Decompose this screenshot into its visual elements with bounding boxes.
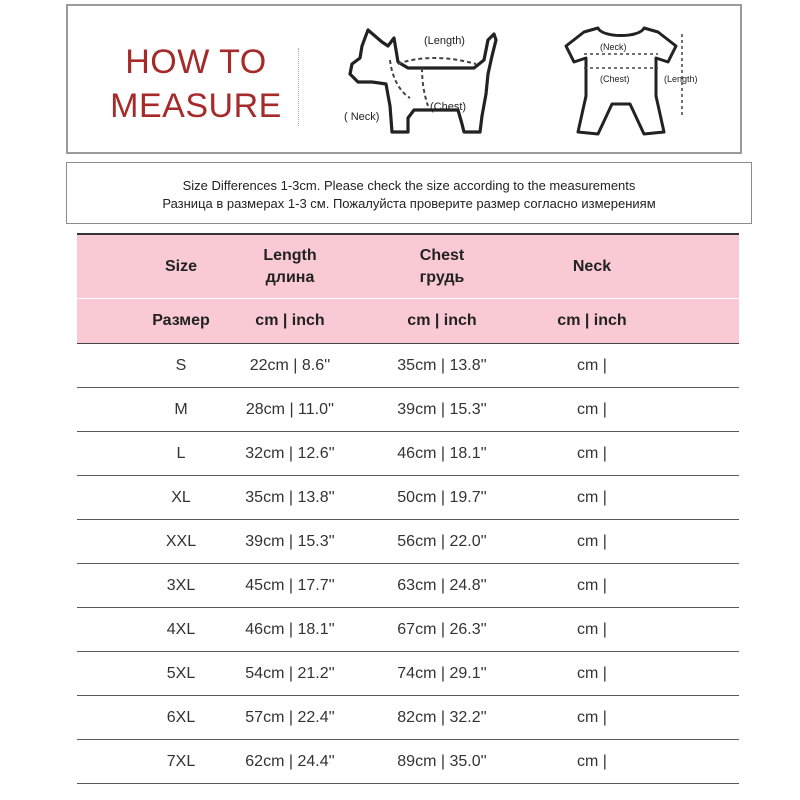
header-chest-en: Chest [419,247,465,264]
header-chest [367,245,517,289]
note-russian: Разница в размерах 1-3 см. Пожалуйста проверите размер согласно измерениям [162,196,656,211]
subheader-size: Размер [152,312,210,329]
table-row [77,344,739,388]
length-cell: 39cm | 15.3'' [245,533,335,550]
chest-cell: 50cm | 19.7'' [397,489,487,506]
table-row [77,696,739,740]
neck-cell: cm | [577,753,607,770]
note-english: Size Differences 1-3cm. Please check the size according to the measurements [182,178,636,193]
neck-cell: cm | [577,621,607,638]
chest-cell: 89cm | 35.0'' [397,753,487,770]
length-cell: 62cm | 24.4'' [245,753,335,770]
header-length-en: Length [263,247,317,264]
length-cell: 57cm | 22.4'' [245,709,335,726]
table-row [77,564,739,608]
table-row [77,608,739,652]
header-length-ru: длина [265,269,315,286]
banner-title-line2: MEASURE [110,87,282,125]
length-cell: 28cm | 11.0'' [245,401,335,418]
neck-cell: cm | [577,401,607,418]
chest-cell: 74cm | 29.1'' [397,665,487,682]
size-cell: S [175,357,187,374]
shirt-neck-label: (Neck) [600,42,627,52]
size-cell: XXL [165,533,197,550]
size-table-body [77,344,739,784]
length-cell: 54cm | 21.2'' [245,665,335,682]
neck-cell: cm | [577,577,607,594]
chest-cell: 46cm | 18.1'' [397,445,487,462]
header-length [215,245,365,289]
how-to-measure-banner [66,4,742,154]
size-difference-note [66,162,752,224]
subheader-row [77,299,739,344]
table-row [77,740,739,784]
size-cell: 3XL [166,577,196,594]
header-neck: Neck [572,258,612,275]
length-cell: 35cm | 13.8'' [245,489,335,506]
size-cell: XL [171,489,191,506]
header-size: Size [164,258,197,275]
dog-neck-label: ( Neck) [344,111,380,123]
table-row [77,432,739,476]
chest-cell: 63cm | 24.8'' [397,577,487,594]
shirt-chest-label: (Chest) [600,74,630,84]
banner-divider [298,48,299,126]
neck-cell: cm | [577,709,607,726]
neck-cell: cm | [577,445,607,462]
banner-title-line1: HOW TO [125,43,267,81]
length-cell: 46cm | 18.1'' [245,621,335,638]
size-table-header [77,235,739,344]
size-cell: 6XL [166,709,196,726]
header-row [77,235,739,299]
size-cell: 7XL [166,753,196,770]
length-cell: 22cm | 8.6'' [249,357,331,374]
chest-cell: 67cm | 26.3'' [397,621,487,638]
chest-cell: 35cm | 13.8'' [397,357,487,374]
neck-cell: cm | [577,665,607,682]
size-cell: L [176,445,186,462]
subheader-neck: cm | inch [557,312,627,329]
table-row [77,520,739,564]
length-cell: 32cm | 12.6'' [245,445,335,462]
chest-cell: 39cm | 15.3'' [397,401,487,418]
table-row [77,476,739,520]
shirt-length-label: (Length) [664,74,698,84]
neck-cell: cm | [577,357,607,374]
size-cell: 4XL [166,621,196,638]
banner-title [96,40,296,128]
neck-cell: cm | [577,533,607,550]
subheader-chest: cm | inch [407,312,477,329]
subheader-length: cm | inch [255,312,325,329]
length-cell: 45cm | 17.7'' [245,577,335,594]
dog-chest-label: (Chest) [430,101,467,113]
chest-cell: 82cm | 32.2'' [397,709,487,726]
table-row [77,652,739,696]
dog-measure-diagram [338,20,528,150]
chest-cell: 56cm | 22.0'' [397,533,487,550]
header-chest-ru: грудь [419,269,465,286]
dog-length-label: (Length) [424,35,465,47]
shirt-measure-diagram [554,20,714,150]
neck-cell: cm | [577,489,607,506]
table-row [77,388,739,432]
size-cell: 5XL [166,665,196,682]
size-table [77,233,739,784]
size-cell: M [174,401,188,418]
